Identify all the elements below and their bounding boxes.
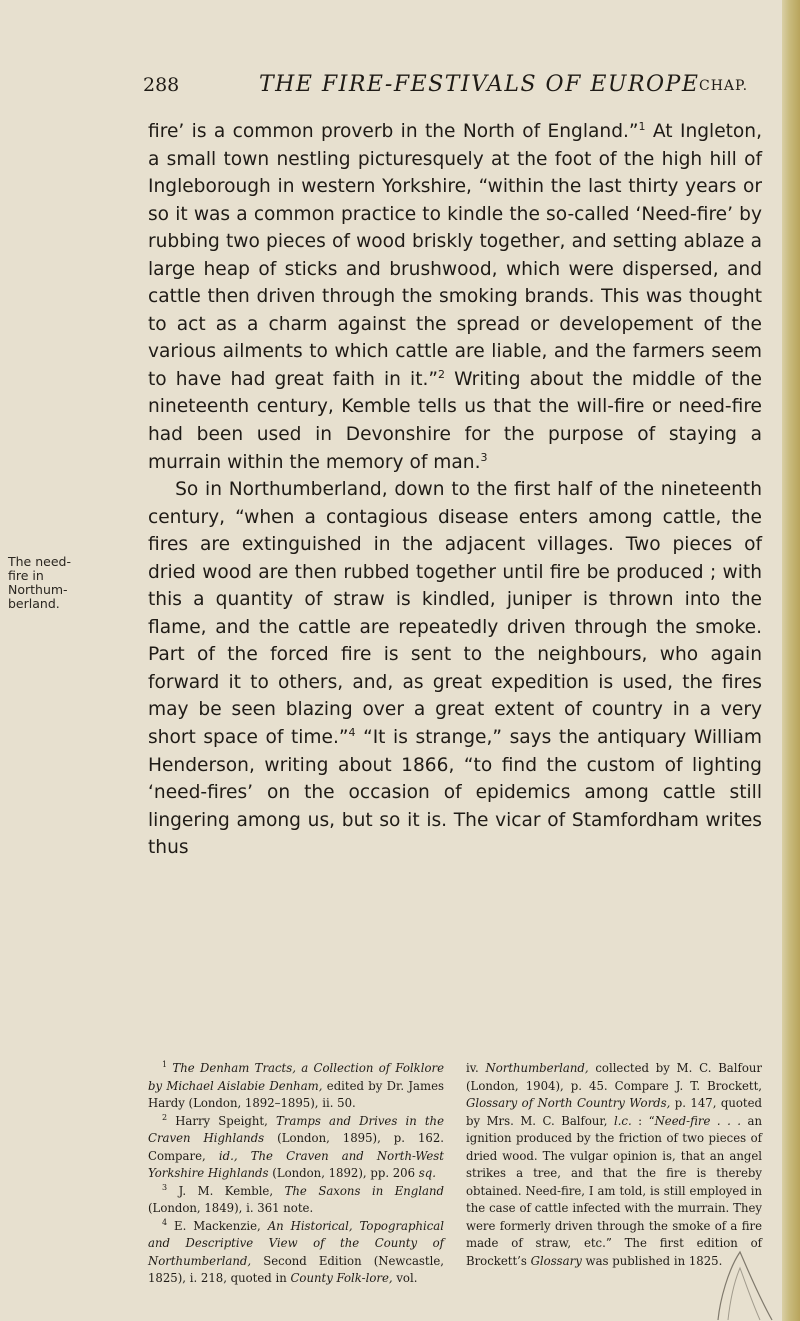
footnote-text: (London, 1895), p. 162. Compare, [148, 1131, 444, 1163]
footnote-abbrev: id., [218, 1148, 238, 1163]
footnote-text: (London, 1849), i. 361 note. [148, 1201, 314, 1215]
running-title: THE FIRE-FESTIVALS OF EUROPE [259, 72, 700, 97]
footnote-title: The Saxons in England [284, 1183, 444, 1198]
footnote-text: was published in 1825. [581, 1253, 723, 1268]
body-text [148, 118, 762, 862]
footnote-3 [148, 1183, 444, 1218]
sidenote-line: fire in [8, 568, 44, 583]
footnote-number: 4 [162, 1217, 168, 1227]
paragraph-1-part-c: Writing about the middle of the nineteenth century, Kemble tells us that the will-fire or need-fire had been used in Devonshire for the purpose of staying a murrain within the memory of man. [148, 368, 762, 473]
footnote-text: p. 147, quoted by Mrs. M. C. Balfour, [466, 1096, 762, 1128]
footnote-title: Glossary [530, 1253, 582, 1268]
page-edge [782, 0, 800, 1321]
footnotes-left-column [148, 1060, 444, 1288]
thumb-smudge [700, 1240, 780, 1321]
footnote-text: iv. [466, 1061, 486, 1075]
footnote-text: (London, 1892), pp. 206 [268, 1166, 419, 1180]
footnote-abbrev: l.c. [613, 1113, 632, 1128]
footnote-text: E. Mackenzie, [167, 1218, 268, 1233]
footnotes-right-column [466, 1060, 762, 1270]
paragraph-2-part-b: “It is strange,” says the antiquary William Henderson, writing about 1866, “to find the custom of lighting ‘need-fires’ on the occasion of epidemics among cattle still lingering among us, but so it is. The vicar of Stamfordham writes thus [148, 727, 762, 859]
footnote-4-continued [466, 1060, 762, 1270]
paragraph-1-part-a: fire’ is a common proverb in the North of England.” [148, 121, 639, 142]
chapter-mark: CHAP. [699, 78, 749, 94]
footnote-text: Second Edition (Newcastle, 1825), i. 218, quoted in [148, 1253, 444, 1285]
footnote-ref: 1 [638, 119, 646, 133]
footnote-text: vol. [392, 1271, 418, 1285]
footnote-4 [148, 1218, 444, 1288]
footnote-2 [148, 1113, 444, 1183]
footnote-text: edited by Dr. James Hardy (London, 1892–1895), ii. 50. [148, 1078, 444, 1110]
footnote-text: J. M. Kemble, [167, 1183, 285, 1198]
footnotes [148, 1060, 762, 1290]
footnote-ref: 4 [348, 725, 356, 739]
footnote-number: 1 [162, 1060, 168, 1070]
paragraph-1-part-b: At Ingleton, a small town nestling picturesquely at the foot of the high hill of Ingleborough in western Yorkshire, “within the last thirty years or so it was a common practice to kindle the so-called ‘Need-fire’ by rubbing two pieces of wood briskly together, and setting ablaze a large heap of sticks and brushwood, which were dispersed, and cattle then driven through the smoking brands. This was thought to act as a charm against the spread or developement of the various ailments to which cattle are liable, and the farmers seem to have had great faith in it.” [148, 121, 762, 390]
sidenote-line: The need- [8, 554, 71, 569]
footnote-ref: 2 [438, 367, 446, 381]
footnote-1 [148, 1060, 444, 1113]
footnote-number: 3 [162, 1182, 168, 1192]
page-number: 288 [143, 74, 180, 96]
footnote-text: : “ [631, 1113, 655, 1128]
footnote-title: Northumberland, [485, 1061, 589, 1075]
footnote-title: An Historical, Topographical and Descriptive View of the County of Northumberland, [148, 1218, 445, 1268]
footnote-text: collected by M. C. Balfour (London, 1904), p. 45. Compare J. T. Brockett, [466, 1061, 762, 1093]
sidenote-line: Northum- [8, 582, 68, 597]
footnote-abbrev: sq. [418, 1166, 436, 1180]
footnote-title: Glossary of North Country Words, [466, 1096, 671, 1110]
footnote-number: 2 [162, 1112, 168, 1122]
footnote-text: an ignition produced by the friction of two pieces of dried wood. The vulgar opinion is, that an angel strikes a tree, and that the fire is thereby obtained. Need-fire, I am told, is still employed in the case of cattle infected with the murrain. They were formerly driven through the smoke of a fire made of straw, etc.” The first edition of Brockett’s [466, 1113, 762, 1268]
running-header [143, 74, 763, 104]
sidenote-line: berland. [8, 596, 60, 611]
footnote-title: Need-fire . . . [654, 1113, 741, 1128]
footnote-title: The Craven and North-West Yorkshire Highlands [148, 1148, 444, 1180]
footnote-text: Harry Speight, [167, 1113, 276, 1128]
footnote-title: Tramps and Drives in the Craven Highlands [148, 1113, 444, 1145]
margin-sidenote [8, 555, 84, 611]
footnote-title: County Folk-lore, [290, 1271, 393, 1285]
footnote-title: The Denham Tracts, a Collection of Folklore by Michael Aislabie Denham, [148, 1061, 445, 1093]
paragraph-2-part-a: So in Northumberland, down to the first half of the nineteenth century, “when a contagious disease enters among cattle, the fires are extinguished in the adjacent villages. Two pieces of dried wood are then rubbed together until fire be produced ; with this a quantity of straw is kindled, juniper is thrown into the flame, and the cattle are repeatedly driven through the smoke. Part of the forced fire is sent to the neighbours, who again forward it to others, and, as great expedition is used, the fires may be seen blazing over a great extent of country in a very short space of time.” [148, 479, 762, 749]
footnote-ref: 3 [480, 450, 488, 464]
